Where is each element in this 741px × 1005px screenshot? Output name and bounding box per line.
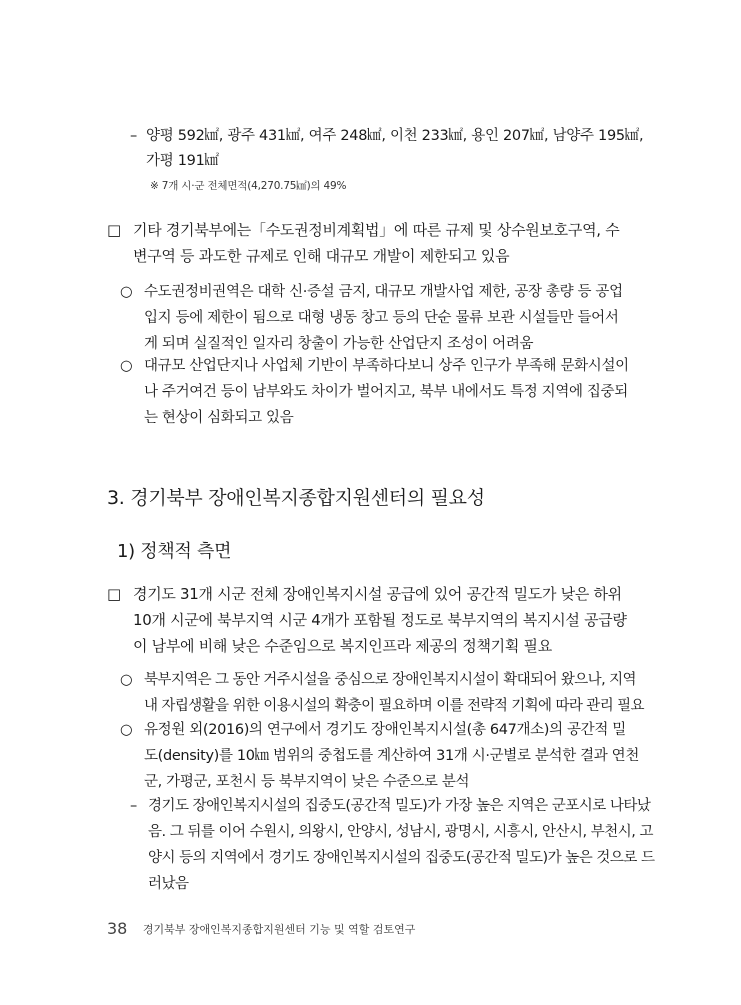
circle-bullet-marker: ○: [120, 722, 133, 738]
running-title: 경기북부 장애인복지종합지원센터 기능 및 역할 검토연구: [142, 923, 416, 936]
page-footer: [107, 919, 415, 938]
circle-bullet-marker: ○: [120, 358, 133, 374]
footnote-remark: ※ 7개 시·군 전체면적(4,270.75㎢)의 49%: [150, 180, 347, 192]
area-list-text: 양평 592㎢, 광주 431㎢, 여주 248㎢, 이천 233㎢, 용인 207㎢, 남양주 195㎢, 가평 191㎢: [146, 128, 644, 169]
page-number: 38: [107, 919, 128, 938]
circle-bullet-marker: ○: [120, 672, 133, 688]
square-bullet-marker: □: [107, 585, 121, 603]
circle-bullet-marker: ○: [120, 284, 133, 300]
subsection-heading: 1) 정책적 측면: [117, 541, 232, 562]
square-bullet-marker: □: [107, 221, 121, 239]
dash-marker: –: [130, 128, 137, 144]
section-heading: 3. 경기북부 장애인복지종합지원센터의 필요성: [107, 487, 485, 509]
dash-marker: –: [130, 798, 137, 814]
